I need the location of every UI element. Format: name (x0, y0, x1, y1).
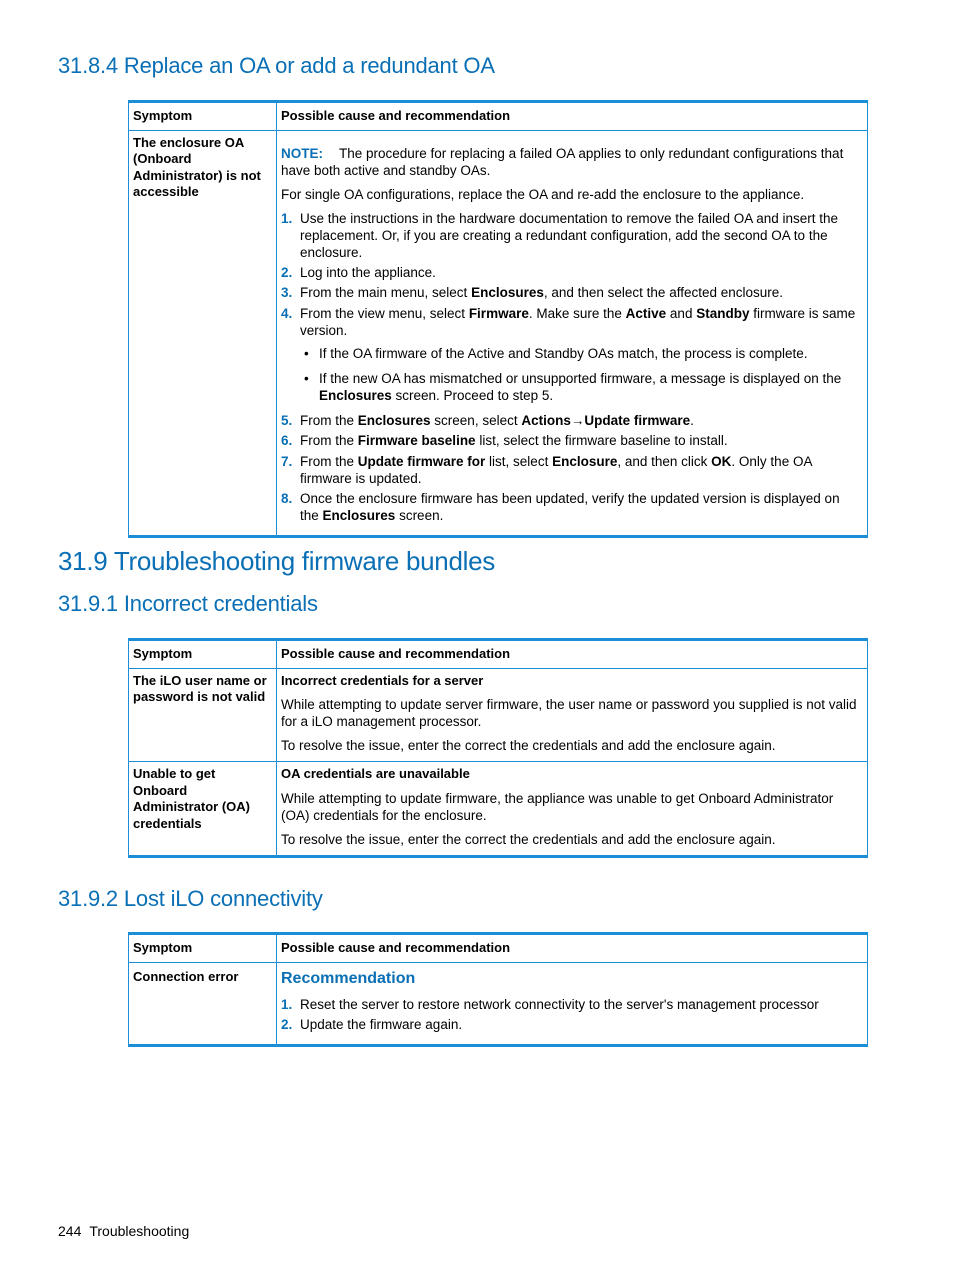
step-text: . Make sure the (528, 305, 626, 321)
step-text: From the (300, 433, 358, 449)
step-text: Reset the server to restore network connectivity to the server's management processor (300, 996, 819, 1012)
ui-term: Enclosures (322, 508, 396, 524)
list-item (300, 345, 862, 362)
step-number: 4. (281, 305, 293, 321)
intro-paragraph: For single OA configurations, replace the OA and re-add the enclosure to the appliance. (281, 186, 805, 202)
step-text: screen. (395, 508, 444, 524)
step-text: From the main menu, select (300, 285, 472, 301)
resolution-paragraph: To resolve the issue, enter the correct the credentials and add the enclosure again. (281, 738, 776, 754)
recommendation-title: Recommendation (281, 969, 416, 987)
step-text: Log into the appliance. (300, 265, 436, 281)
symptom-cell: Connection error (129, 962, 277, 1046)
step-number: 6. (281, 433, 293, 449)
table-header-row (129, 640, 868, 669)
list-item (281, 284, 862, 301)
step-number: 8. (281, 490, 293, 506)
section-heading-incorrect-credentials: 31.9.1 Incorrect credentials (58, 591, 318, 616)
replace-oa-table (128, 100, 868, 538)
note-label: NOTE: (281, 145, 323, 161)
column-header-cause: Possible cause and recommendation (277, 640, 868, 669)
step-number: 1. (281, 996, 293, 1012)
cause-cell (277, 130, 868, 537)
list-item (281, 1016, 862, 1033)
table-row (129, 762, 868, 857)
list-item (281, 305, 862, 405)
bullet-text: If the OA firmware of the Active and Standby OAs match, the process is complete. (319, 345, 808, 361)
footer-section: Troubleshooting (89, 1223, 190, 1239)
resolution-paragraph: To resolve the issue, enter the correct the credentials and add the enclosure again. (281, 832, 776, 848)
step-text: From the view menu, select (300, 305, 469, 321)
step-text: From the (300, 413, 358, 429)
step-text: , and then click (617, 453, 712, 469)
ui-term: Update firmware (584, 413, 691, 429)
page-number: 244 (58, 1223, 82, 1239)
cause-cell (277, 762, 868, 857)
arrow-icon: → (570, 413, 585, 429)
ui-term: Firmware (468, 305, 529, 321)
step-text: . (690, 413, 694, 429)
section-heading-lost-ilo: 31.9.2 Lost iLO connectivity (58, 886, 323, 911)
cause-title: Incorrect credentials for a server (281, 672, 484, 688)
step-number: 1. (281, 210, 293, 226)
cause-cell (277, 962, 868, 1046)
ui-term: OK (711, 453, 732, 469)
list-item (281, 996, 862, 1013)
bullet-icon: • (304, 345, 309, 361)
ui-term: Update firmware for (357, 453, 486, 469)
list-item (281, 453, 862, 487)
cause-title: OA credentials are unavailable (281, 766, 470, 782)
column-header-symptom: Symptom (129, 640, 277, 669)
table-row (129, 130, 868, 537)
cause-cell (277, 668, 868, 762)
bullet-icon: • (304, 371, 309, 387)
column-header-symptom: Symptom (129, 102, 277, 131)
list-item (300, 370, 862, 404)
section-heading-replace-oa: 31.8.4 Replace an OA or add a redundant OA (58, 53, 495, 78)
list-item (281, 264, 862, 281)
step-text: Once the enclosure firmware has been updated, verify the updated version is displayed on the (300, 490, 840, 524)
column-header-cause: Possible cause and recommendation (277, 102, 868, 131)
column-header-cause: Possible cause and recommendation (277, 934, 868, 963)
ui-term: Enclosures (319, 388, 392, 404)
table-header-row (129, 934, 868, 963)
procedure-steps (281, 210, 862, 524)
recommendation-steps (281, 996, 862, 1033)
page-footer (58, 1223, 197, 1241)
note (281, 145, 862, 179)
list-item (281, 412, 862, 429)
bullet-text: screen. Proceed to step 5. (391, 388, 554, 404)
table-header-row (129, 102, 868, 131)
column-header-symptom: Symptom (129, 934, 277, 963)
ui-term: Enclosures (471, 285, 544, 301)
step-text: screen, select (430, 413, 522, 429)
list-item (281, 432, 862, 449)
section-heading-firmware-bundles: 31.9 Troubleshooting firmware bundles (58, 546, 495, 576)
ui-term: Enclosure (552, 453, 618, 469)
incorrect-credentials-table (128, 638, 868, 858)
cause-paragraph: While attempting to update server firmware, the user name or password you supplied is not valid for a iLO management processor. (281, 697, 857, 730)
table-row (129, 962, 868, 1046)
symptom-cell: Unable to get Onboard Administrator (OA) credentials (129, 762, 277, 857)
step-text: . Only the OA firmware is updated. (300, 453, 812, 486)
ui-term: Firmware baseline (357, 433, 476, 449)
ui-term: Active (625, 305, 667, 321)
step-number: 7. (281, 453, 293, 469)
symptom-cell: The iLO user name or password is not valid (129, 668, 277, 762)
step-text: list, select (485, 453, 553, 469)
lost-ilo-table (128, 932, 868, 1047)
step-text: firmware is same version. (300, 305, 856, 338)
step-number: 5. (281, 413, 293, 429)
step-text: Use the instructions in the hardware documentation to remove the failed OA and insert the replacement. Or, if you are creating a redundant configuration, add the second OA to the enclosure. (300, 210, 839, 261)
step-text: and (666, 305, 697, 321)
step-number: 2. (281, 265, 293, 281)
step-text: From the (300, 453, 358, 469)
step-text: , and then select the affected enclosure. (543, 285, 784, 301)
step-text: list, select the firmware baseline to install. (475, 433, 728, 449)
bullet-text: If the new OA has mismatched or unsupported firmware, a message is displayed on the (319, 371, 842, 387)
symptom-cell: The enclosure OA (Onboard Administrator) is not accessible (129, 130, 277, 537)
result-bullets (300, 345, 862, 404)
ui-term: Actions (521, 413, 571, 429)
note-text: The procedure for replacing a failed OA applies to only redundant configurations that have both active and standby OAs. (281, 145, 844, 178)
list-item (281, 490, 862, 524)
step-number: 3. (281, 285, 293, 301)
list-item (281, 210, 862, 261)
step-number: 2. (281, 1016, 293, 1032)
table-row (129, 668, 868, 762)
ui-term: Enclosures (357, 413, 431, 429)
cause-paragraph: While attempting to update firmware, the appliance was unable to get Onboard Administrator (OA) credentials for the enclosure. (281, 790, 834, 824)
step-text: Update the firmware again. (300, 1016, 463, 1032)
ui-term: Standby (696, 305, 750, 321)
